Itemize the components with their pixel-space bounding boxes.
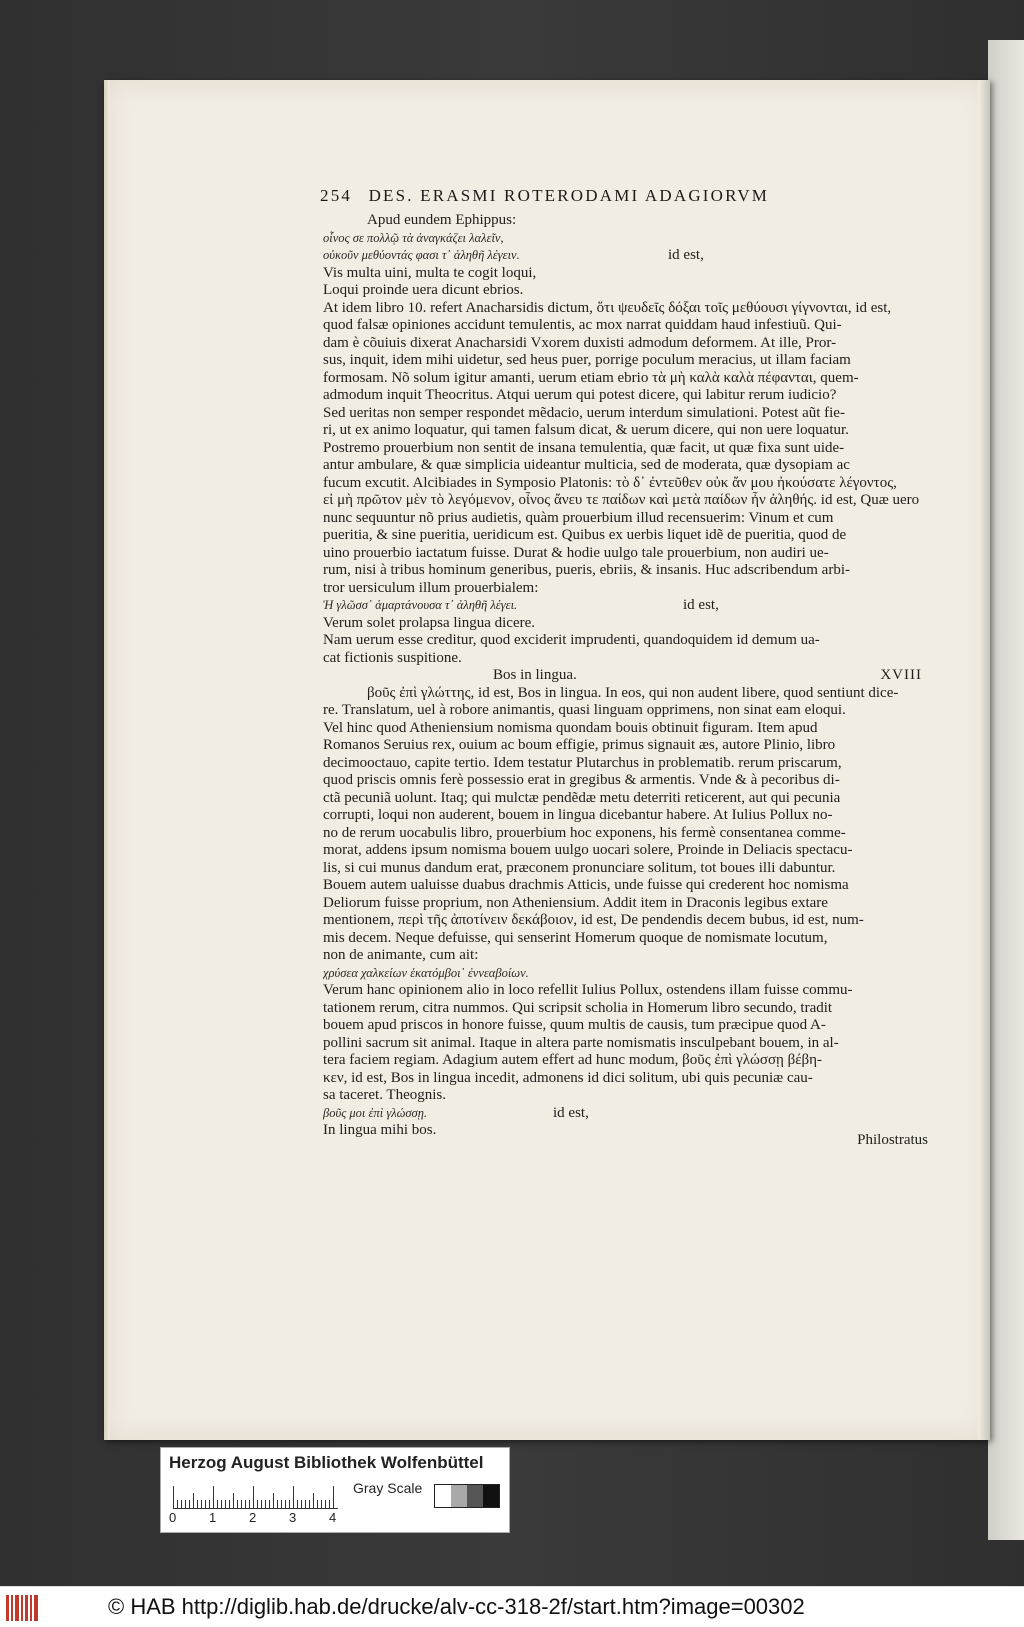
ruler-number: 4 xyxy=(329,1510,337,1525)
footer-url: © HAB http://diglib.hab.de/drucke/alv-cc-318-2f/start.htm?image=00302 xyxy=(108,1594,805,1619)
ruler-number: 2 xyxy=(249,1510,257,1525)
text-line: ctã pecuniã uolunt. Itaq; qui mulctæ pendẽdæ metu deterriti reticerent, aut qui pecunia xyxy=(323,789,841,806)
ruler-tick xyxy=(285,1500,286,1508)
ruler-tick xyxy=(253,1486,254,1508)
ruler-tick xyxy=(281,1500,282,1508)
ruler-tick xyxy=(173,1486,174,1508)
ruler-tick xyxy=(181,1500,182,1508)
footer-bar xyxy=(0,1586,1024,1627)
text-line: nunc sequuntur nõ prius audietis, quàm prouerbium illud recensuerim: Vinum et cum xyxy=(323,509,834,526)
text-line: quod falsæ opiniones accidunt temulentis, ac mox narrat quiddam haud infestiuũ. Qui- xyxy=(323,317,842,333)
text-line: κεν, id est, Bos in lingua incedit, admonens id dici solitum, ubi quis pecuniæ cau- xyxy=(323,1069,813,1086)
ruler-tick xyxy=(245,1500,246,1508)
catchword: Philostratus xyxy=(857,1132,928,1148)
text-line: ri, ut ex animo loquatur, qui tamen falsum dicat, & uerum dicere, qui non uere loquatur. xyxy=(323,422,849,438)
ruler-tick xyxy=(277,1500,278,1508)
text-line: Deliorum fuisse proprium, non Atheniensium. Addit item in Draconis legibus extare xyxy=(323,894,828,911)
ruler-tick xyxy=(241,1500,242,1508)
ruler-tick xyxy=(193,1493,194,1508)
ruler-tick xyxy=(189,1500,190,1508)
text-line: At idem libro 10. refert Anacharsidis dictum, ὅτι ψευδεῖς δόξαι τοῖς μεθύουσι γίγνονται, id est, xyxy=(323,299,892,316)
text-line: εἰ μὴ πρῶτον μὲν τὸ λεγόμενον, οἶνος ἄνευ τε παίδων καὶ μετὰ παίδων ἦν ἀληθής. id est, Quæ uero xyxy=(323,492,920,508)
ruler-tick xyxy=(297,1500,298,1508)
text-line: Vis multa uini, multa te cogit loqui, xyxy=(323,264,537,281)
ruler-tick xyxy=(209,1500,210,1508)
text-line: Loqui proinde uera dicunt ebrios. xyxy=(323,282,524,298)
idest-marker: id est, xyxy=(668,247,704,263)
ruler-tick xyxy=(217,1500,218,1508)
text-line: lis, si cui munus dandum erat, præconem pronunciare solitum, tot boues illi dabuntur. xyxy=(323,859,836,876)
ruler-tick xyxy=(329,1500,330,1508)
text-line: formosam. Nõ solum igitur amanti, uerum etiam ebrio τὰ μὴ καλὰ καλὰ πέφανται, quem- xyxy=(323,369,859,386)
ruler-tick xyxy=(201,1500,202,1508)
ruler-tick xyxy=(333,1486,334,1508)
page-text xyxy=(323,212,928,1148)
text-line: no de rerum uocabulis libro, prouerbium hoc exponens, his fermè consentanea comme- xyxy=(323,824,846,841)
ruler-tick xyxy=(289,1500,290,1508)
text-line: Nam uerum esse creditur, quod exciderit imprudenti, quandoquidem id demum ua- xyxy=(323,632,820,648)
ruler-numbers xyxy=(169,1510,369,1526)
text-block-b xyxy=(323,265,928,598)
text-line: βοῦς ἐπὶ γλώττης, id est, Bos in lingua. In eos, qui non audent libere, quod sentiunt dice- xyxy=(367,684,899,701)
text-line: Verum hanc opinionem alio in loco refellit Iulius Pollux, ostendens illam fuisse commu- xyxy=(323,982,853,998)
text-line: tera faciem regiam. Adagium autem effert ad hunc modum, βοῦς ἐπὶ γλώσσῃ βέβη- xyxy=(323,1052,823,1068)
ruler-tick xyxy=(321,1500,322,1508)
greek-verse-idest xyxy=(323,1105,928,1123)
text-line: Romanos Seruius rex, ouium ac boum effigie, primus signauit æs, autore Plinio, libro xyxy=(323,737,836,753)
text-line: Vel hinc quod Atheniensium nomisma quondam bouis obtinuit figuram. Item apud xyxy=(323,719,818,736)
text-block-a xyxy=(323,212,928,247)
text-line: morat, addens ipsum nomisma bouem uulgo uocari solere, Proinde in Deliacis spectacu- xyxy=(323,842,853,858)
ruler-tick xyxy=(237,1500,238,1508)
barcode-icon xyxy=(6,1595,42,1621)
text-line: Apud eundem Ephippus: xyxy=(367,212,517,228)
ruler-tick xyxy=(293,1486,294,1508)
ruler-tick xyxy=(317,1500,318,1508)
card-title: Herzog August Bibliothek Wolfenbüttel xyxy=(169,1453,484,1472)
ruler-number: 3 xyxy=(289,1510,297,1525)
greek-verse: βοῦς μοι ἐπὶ γλώσσῃ. xyxy=(323,1105,428,1120)
greek-verse: οὐκοῦν μεθύοντάς φασι τ᾿ ἀληθῆ λέγειν. xyxy=(323,248,520,262)
ruler-tick xyxy=(225,1500,226,1508)
text-line: corrupti, loqui non auderent, bouem in lingua dicebantur habere. At Iulius Pollux no- xyxy=(323,807,833,823)
gray-scale-label: Gray Scale xyxy=(353,1480,423,1496)
text-line: χρύσεα χαλκείων ἑκατόμβοι᾿ ἐννεαβοίων. xyxy=(323,965,529,980)
text-line: uino prouerbio iactatum fuisse. Durat & hodie uulgo tale prouerbium, non audiri ue- xyxy=(323,544,829,561)
text-line: cat fictionis suspitione. xyxy=(323,649,462,666)
page-gutter xyxy=(978,80,990,1440)
greek-verse-idest xyxy=(323,597,928,615)
greek-verse-idest xyxy=(323,247,928,265)
ruler-tick xyxy=(233,1493,234,1508)
ruler-tick xyxy=(205,1500,206,1508)
text-line: dam è cõuiuis dixerat Anacharsidi Vxorem duxisti admodum deformem. At ille, Pror- xyxy=(323,334,837,351)
text-line: antur ambulare, & quæ simplicia uideantur multicia, sed de moderata, quæ dysopiam ac xyxy=(323,457,850,473)
ruler-tick xyxy=(177,1500,178,1508)
ruler-tick xyxy=(265,1500,266,1508)
text-line: mis decem. Neque defuisse, qui senserint Homerum quoque de nomismate locutum, xyxy=(323,929,828,946)
idest-marker: id est, xyxy=(553,1104,589,1121)
text-line: admodum inquit Theocritus. Atqui uerum qui potest dicere, qui labitur rerum iudicio? xyxy=(323,387,837,403)
text-line: sa taceret. Theognis. xyxy=(323,1087,447,1103)
text-line: Sed ueritas non semper respondet mẽdacio, uerum interdum simulationi. Potest aũt fie- xyxy=(323,404,845,421)
text-line: pollini sacrum sit animal. Itaque in altera parte nomismatis insculpebant bouem, in al- xyxy=(323,1034,839,1051)
adage-title: Bos in lingua. xyxy=(493,667,577,683)
text-line: Verum solet prolapsa lingua dicere. xyxy=(323,614,536,631)
ruler-tick xyxy=(313,1493,314,1508)
text-line: Postremo prouerbium non sentit de insana temulentia, quæ facit, ut quæ fixa sunt uide- xyxy=(323,439,845,456)
ruler-tick xyxy=(305,1500,306,1508)
ruler-tick xyxy=(261,1500,262,1508)
running-head xyxy=(320,186,890,206)
swatch-black xyxy=(483,1485,499,1507)
ruler-tick xyxy=(273,1493,274,1508)
text-block-c xyxy=(323,615,928,668)
text-line: sus, inquit, idem mihi uidetur, sed heus puer, porrige poculum meracius, ut illam faciam xyxy=(323,352,851,368)
text-line: tror uersiculum illum prouerbialem: xyxy=(323,579,539,596)
text-line: rum, nisi à tribus hominum generibus, pueris, ebriis, & insanis. Huc adscribendum arbi- xyxy=(323,562,850,578)
ruler-number: 0 xyxy=(169,1510,177,1525)
text-line: tationem rerum, citra nummos. Qui scripsit scholia in Homerum libro secundo, tradit xyxy=(323,999,833,1016)
last-line-row xyxy=(323,1122,928,1148)
last-line: In lingua mihi bos. xyxy=(323,1122,437,1138)
page-number: 254 xyxy=(320,186,353,205)
text-line: mentionem, περὶ τῆς ἀποτίνειν δεκάβοιον, id est, De pendendis decem bubus, id est, num- xyxy=(323,912,864,928)
text-line: decimooctauo, capite tertio. Idem testatur Plutarchus in problematib. rerum priscarum, xyxy=(323,754,842,771)
text-line: pueritia, & sine pueritia, ueridicum est. Quibus ex uerbis liquet idẽ de pueritia, quod de xyxy=(323,527,847,543)
ruler-tick xyxy=(301,1500,302,1508)
ruler-tick xyxy=(221,1500,222,1508)
adage-heading xyxy=(323,667,928,685)
page-edge xyxy=(104,80,110,1440)
ruler-tick xyxy=(197,1500,198,1508)
text-line: non de animante, cum ait: xyxy=(323,947,479,963)
ruler-tick xyxy=(213,1486,214,1508)
text-line: quod priscis omnis ferè possessio erat in gregibus & armentis. Vnde & à pecoribus di- xyxy=(323,772,840,788)
ruler-tick xyxy=(325,1500,326,1508)
text-block-d xyxy=(323,685,928,1105)
colour-card xyxy=(160,1447,510,1533)
text-line: bouem apud priscos in honore fuisse, quum multis de causis, tum præcipue quod A- xyxy=(323,1017,826,1033)
greek-verse: Ἡ γλῶσσ᾿ ἁμαρτάνουσα τ᾿ ἀληθῆ λέγει. xyxy=(323,598,518,612)
ruler-tick xyxy=(309,1500,310,1508)
idest-marker: id est, xyxy=(683,597,719,613)
facing-page-edge xyxy=(988,40,1024,1540)
text-line: Bouem autem ualuisse duabus drachmis Atticis, unde fuisse qui crederent hoc nomisma xyxy=(323,877,849,893)
adage-number: XVIII xyxy=(880,667,922,683)
text-line: οἶνος σε πολλῷ τὰ ἀναγκάζει λαλεῖν, xyxy=(323,230,504,245)
ruler-tick xyxy=(257,1500,258,1508)
swatch-gray xyxy=(451,1485,467,1507)
text-line: re. Translatum, uel à robore animantis, quasi linguam opprimens, non sinat eam eloqui. xyxy=(323,702,846,718)
ruler-scale xyxy=(173,1482,338,1509)
ruler-tick xyxy=(185,1500,186,1508)
gray-scale-swatches xyxy=(434,1484,500,1508)
ruler-tick xyxy=(249,1500,250,1508)
ruler-tick xyxy=(229,1500,230,1508)
swatch-white xyxy=(435,1485,451,1507)
swatch-dark-gray xyxy=(467,1485,483,1507)
ruler-number: 1 xyxy=(209,1510,217,1525)
text-line: fucum excutit. Alcibiades in Symposio Platonis: τὸ δ᾿ ἐντεῦθεν οὐκ ἄν μου ἠκούσατε λέγοντος, xyxy=(323,474,897,491)
ruler-tick xyxy=(269,1500,270,1508)
running-head-title: DES. ERASMI ROTERODAMI ADAGIORVM xyxy=(368,186,770,205)
